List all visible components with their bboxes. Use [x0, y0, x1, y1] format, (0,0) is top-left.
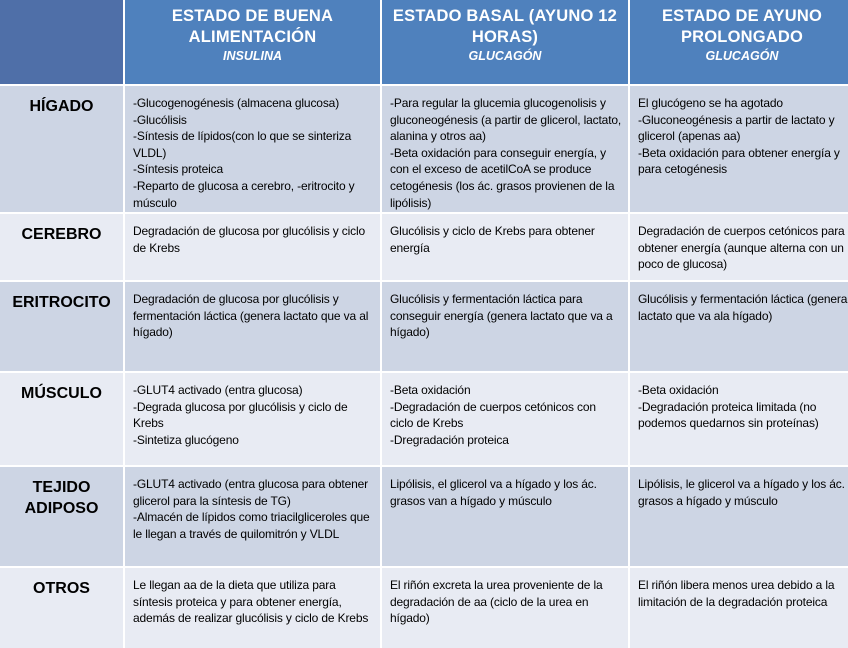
cell-line: Lipólisis, le glicerol va a hígado y los ác. grasos a hígado y músculo — [638, 477, 845, 508]
row-label: CEREBRO — [0, 214, 123, 280]
row-label: ERITROCITO — [0, 282, 123, 371]
cell-line: Glucólisis y ciclo de Krebs para obtener energía — [390, 224, 595, 255]
cell-line: -Gluconeogénesis a partir de lactato y glicerol (apenas aa) — [638, 112, 835, 144]
cell-line: -Sintetiza glucógeno — [133, 432, 239, 447]
table-cell — [125, 373, 380, 465]
cell-line: -Para regular la glucemia glucogenolisis y gluconeogénesis (a partir de glicerol, lactato, alanina y otros aa) — [390, 96, 622, 144]
cell-line: -Degradación proteica limitada (no podemos quedarnos sin proteínas) — [638, 399, 819, 431]
cell-line: -Glucólisis — [133, 112, 187, 127]
cell-line: -Beta oxidación — [638, 383, 719, 397]
table-cell — [382, 282, 628, 371]
cell-line: Glucólisis y fermentación láctica (genera lactato que va ala hígado) — [638, 292, 848, 323]
cell-line: -Degradación de cuerpos cetónicos con ciclo de Krebs — [390, 399, 596, 431]
cell-line: -Degrada glucosa por glucólisis y ciclo de Krebs — [133, 399, 348, 431]
cell-line: -Glucogenogénesis (almacena glucosa) — [133, 96, 340, 110]
table-cell — [630, 373, 848, 465]
cell-line: -GLUT4 activado (entra glucosa) — [133, 383, 303, 397]
row-label: MÚSCULO — [0, 373, 123, 465]
header-hormone: GLUCAGÓN — [468, 49, 542, 63]
cell-line: -Beta oxidación para obtener energía y para cetogénesis — [638, 145, 840, 177]
header-hormone: INSULINA — [222, 49, 283, 63]
table-cell — [630, 86, 848, 212]
cell-line: -Síntesis de lípidos(con lo que se sinteriza VLDL) — [133, 129, 352, 160]
table-cell — [125, 467, 380, 566]
table-corner — [0, 0, 123, 84]
table-cell — [630, 214, 848, 280]
cell-line: -Almacén de lípidos como triacilgliceroles que le llegan a través de quilomitrón y VLDL — [133, 510, 370, 541]
table-cell — [125, 86, 380, 212]
cell-line: Lipólisis, el glicerol va a hígado y los ác. grasos van a hígado y músculo — [390, 477, 597, 508]
table-cell — [382, 86, 628, 212]
table-cell — [125, 282, 380, 371]
table-cell — [382, 467, 628, 566]
cell-line: -Dregradación proteica — [390, 432, 509, 447]
table-cell — [125, 568, 380, 648]
row-label: HÍGADO — [0, 86, 123, 212]
header-title: ESTADO DE BUENA ALIMENTACIÓN — [171, 7, 334, 46]
header-buena-alimentacion — [125, 0, 380, 84]
row-label: OTROS — [0, 568, 123, 648]
cell-line: -Síntesis proteica — [133, 162, 224, 177]
table-cell — [125, 214, 380, 280]
header-title: ESTADO DE AYUNO PROLONGADO — [661, 7, 823, 46]
header-ayuno-prolongado — [630, 0, 848, 84]
cell-line: Degradación de glucosa por glucólisis y fermentación láctica (genera lactato que va al hígado) — [133, 292, 369, 340]
cell-line: -Beta oxidación — [390, 383, 471, 397]
cell-line: El glucógeno se ha agotado — [638, 96, 783, 110]
table-cell — [630, 282, 848, 371]
cell-line: Glucólisis y fermentación láctica para conseguir energía (genera lactato que va a hígado) — [390, 292, 613, 340]
cell-line: Degradación de cuerpos cetónicos para obtener energía (aunque alterna con un poco de glucosa) — [638, 224, 845, 272]
header-hormone: GLUCAGÓN — [705, 49, 779, 63]
table-cell — [382, 373, 628, 465]
table-cell — [630, 568, 848, 648]
cell-line: -Reparto de glucosa a cerebro, -eritrocito y músculo — [133, 178, 355, 210]
row-label: TEJIDO ADIPOSO — [0, 467, 123, 566]
cell-line: El riñón excreta la urea proveniente de la degradación de aa (ciclo de la urea en hígado) — [390, 578, 603, 626]
header-estado-basal — [382, 0, 628, 84]
cell-line: -Beta oxidación para conseguir energía, y con el exceso de acetilCoA se produce cetogénesis (los ác. grasos provienen de la lipólisis) — [390, 145, 615, 210]
table-cell — [382, 568, 628, 648]
cell-line: Le llegan aa de la dieta que utiliza para síntesis proteica y para obtener energía, además de realizar glucólisis y ciclo de Krebs — [133, 578, 369, 626]
table-cell — [630, 467, 848, 566]
cell-line: El riñón libera menos urea debido a la limitación de la degradación proteica — [638, 578, 835, 609]
cell-line: -GLUT4 activado (entra glucosa para obtener glicerol para la síntesis de TG) — [133, 477, 369, 508]
table-cell — [382, 214, 628, 280]
cell-line: Degradación de glucosa por glucólisis y ciclo de Krebs — [133, 224, 366, 255]
header-title: ESTADO BASAL (AYUNO 12 HORAS) — [392, 7, 618, 46]
